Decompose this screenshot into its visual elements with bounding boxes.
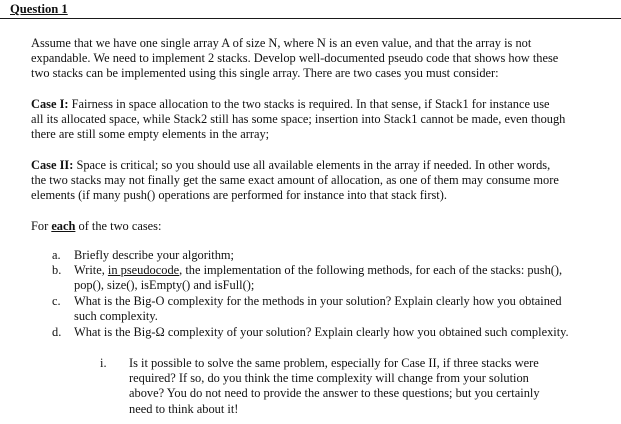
for-each-suffix: of the two cases: [75, 219, 162, 233]
for-each-emphasis: each [51, 219, 76, 233]
intro-line: Assume that we have one single array A of size N, where N is an even value, and that the array is not [31, 36, 532, 50]
case-2-line: elements (if many push() operations are performed for instance into that stack first). [31, 188, 447, 203]
sub-item-text: Is it possible to solve the same problem, especially for Case II, if three stacks were [129, 356, 539, 370]
question-title: Question 1 [10, 2, 68, 16]
sub-item-text: need to think about it! [129, 401, 239, 416]
task-text: , the implementation of the following methods, for each of the stacks: push(), [179, 263, 563, 277]
task-text: Briefly describe your algorithm; [74, 248, 235, 262]
sub-item-text: required? If so, do you think the time complexity will change from your solution [129, 371, 529, 386]
for-each-prefix: For [31, 219, 52, 233]
task-text: pop(), size(), isEmpty() and isFull(); [74, 278, 255, 293]
case-1-label: Case I: [31, 97, 69, 111]
title-divider [0, 18, 621, 19]
task-text: What is the Big-Ω complexity of your solution? Explain clearly how you obtained such complexity. [74, 325, 569, 339]
case-1-text: Fairness in space allocation to the two stacks is required. In that sense, if Stack1 for instance use [68, 97, 550, 111]
case-1-line: there are still some empty elements in the array; [31, 127, 270, 142]
for-each-instruction [31, 219, 596, 234]
intro-line: two stacks can be implemented using this single array. There are two cases you must consider: [31, 66, 499, 81]
task-marker: c. [52, 294, 61, 308]
case-2-label: Case II: [31, 158, 74, 172]
task-text-emphasis: in pseudocode [107, 263, 180, 277]
task-text: Write, [74, 263, 108, 277]
intro-line: expandable. We need to implement 2 stacks. Develop well-documented pseudo code that shows how these [31, 51, 559, 66]
case-2-paragraph [31, 158, 596, 204]
case-2-line: the two stacks may not finally get the same exact amount of allocation, as one of them may consume more [31, 173, 559, 188]
sub-item-marker: i. [100, 356, 107, 370]
case-2-text: Space is critical; so you should use all available elements in the array if needed. In other words, [73, 158, 551, 172]
intro-paragraph [31, 36, 596, 82]
task-marker: d. [52, 325, 62, 339]
task-text: such complexity. [74, 309, 158, 324]
task-text: What is the Big-O complexity for the methods in your solution? Explain clearly how you obtained [74, 294, 562, 308]
case-1-paragraph [31, 97, 596, 143]
task-marker: a. [52, 248, 61, 262]
case-1-line: all its allocated space, while Stack2 still has some space; insertion into Stack1 cannot be made, even though [31, 112, 566, 127]
sub-item-text: above? You do not need to provide the answer to these questions; but you certainly [129, 386, 540, 401]
task-marker: b. [52, 263, 62, 277]
